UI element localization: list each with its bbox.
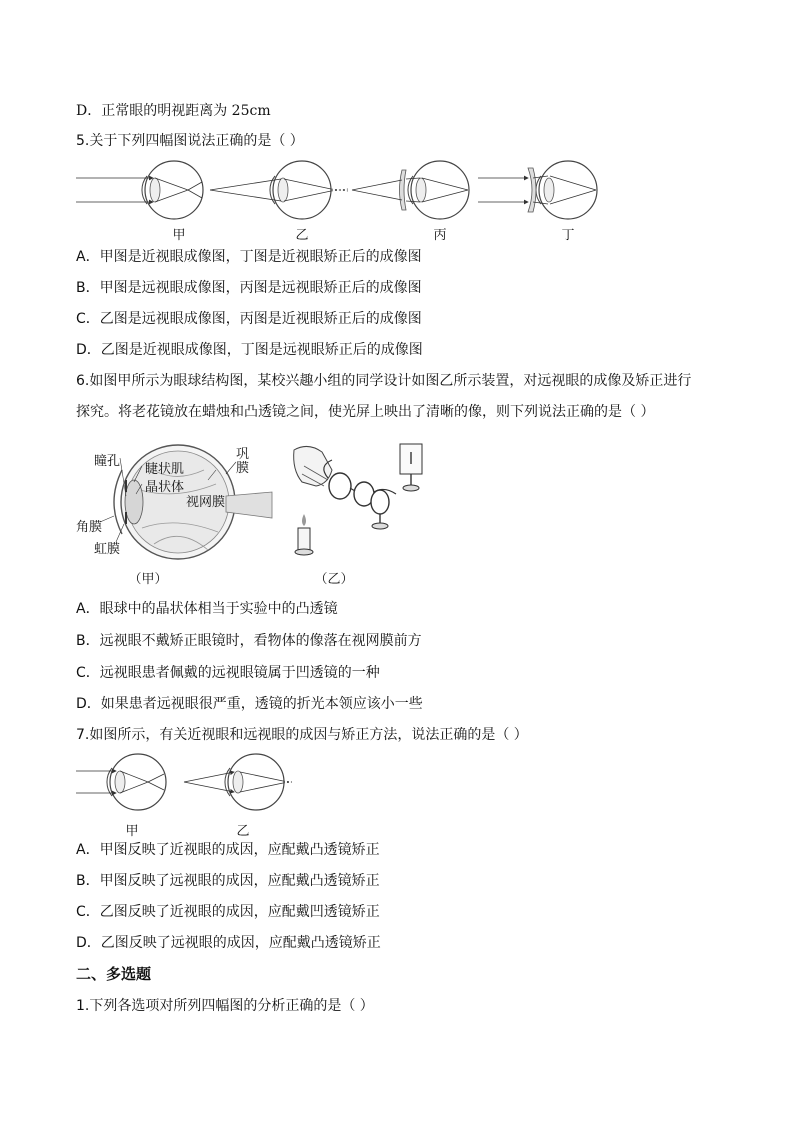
q6-stem-line1: 6.如图甲所示为眼球结构图，某校兴趣小组的同学设计如图乙所示装置，对远视眼的成像及矫正进行: [76, 373, 692, 389]
q6-option-a: A．眼球中的晶状体相当于实验中的凸透镜: [76, 601, 338, 617]
q7-eye-diagrams: [76, 752, 296, 814]
q6-stem-line2: 探究。将老花镜放在蜡烛和凸透镜之间，使光屏上映出了清晰的像，则下列说法正确的是（ ）: [76, 404, 655, 420]
q5-fig-jia: [76, 161, 203, 219]
label-iris: 虹膜: [94, 542, 121, 557]
q7-option-a: A．甲图反映了近视眼的成因，应配戴凸透镜矫正: [76, 842, 380, 858]
q7-fig-yi: [184, 754, 292, 810]
q5-caption-yi: 乙: [295, 228, 309, 243]
q6-caption-yi: （乙）: [314, 572, 354, 587]
q7-fig-jia: [76, 754, 166, 810]
q5-option-c: C．乙图是远视眼成像图，丙图是近视眼矫正后的成像图: [76, 311, 422, 327]
q5-option-d: D．乙图是近视眼成像图，丁图是远视眼矫正后的成像图: [76, 342, 423, 358]
q6-caption-jia: （甲）: [128, 572, 168, 587]
q5-caption-ding: 丁: [561, 228, 575, 243]
q6-option-b: B．远视眼不戴矫正眼镜时，看物体的像落在视网膜前方: [76, 633, 422, 649]
label-pupil: 瞳孔: [94, 454, 121, 469]
q7-stem: 7.如图所示，有关近视眼和远视眼的成因与矫正方法，说法正确的是（ ）: [76, 727, 528, 743]
label-retina: 视网膜: [186, 495, 226, 510]
label-ciliary-muscle: 睫状肌: [145, 462, 185, 477]
label-sclera: 巩膜: [236, 447, 250, 476]
q7-option-c: C．乙图反映了近视眼的成因，应配戴凹透镜矫正: [76, 904, 380, 920]
q5-caption-jia: 甲: [172, 228, 186, 243]
section-heading-multiple-choice: 二、多选题: [76, 965, 152, 983]
q5-fig-ding: [478, 161, 597, 219]
s2-q1-stem: 1.下列各选项对所列四幅图的分析正确的是（ ）: [76, 998, 374, 1014]
q5-option-a: A．甲图是近视眼成像图，丁图是近视眼矫正后的成像图: [76, 249, 422, 265]
q6-option-d: D．如果患者远视眼很严重，透镜的折光本领应该小一些: [76, 696, 423, 712]
q5-caption-bing: 丙: [433, 228, 447, 243]
q6-option-c: C．远视眼患者佩戴的远视眼镜属于凹透镜的一种: [76, 665, 380, 681]
experiment-apparatus: [288, 440, 448, 560]
q7-option-b: B．甲图反映了远视眼的成因，应配戴凸透镜矫正: [76, 873, 380, 889]
q5-fig-bing: [352, 161, 469, 219]
label-lens: 晶状体: [145, 480, 185, 495]
q7-option-d: D．乙图反映了远视眼的成因，应配戴凸透镜矫正: [76, 935, 381, 951]
q4-option-d: D．正常眼的明视距离为 25cm: [76, 103, 271, 119]
q7-caption-jia: 甲: [125, 824, 139, 839]
q5-fig-yi: [210, 161, 348, 219]
label-cornea: 角膜: [76, 520, 103, 535]
q5-stem: 5.关于下列四幅图说法正确的是（ ）: [76, 133, 304, 149]
q5-eye-diagrams: [76, 158, 616, 220]
q7-caption-yi: 乙: [236, 824, 250, 839]
q5-option-b: B．甲图是远视眼成像图，丙图是远视眼矫正后的成像图: [76, 280, 422, 296]
